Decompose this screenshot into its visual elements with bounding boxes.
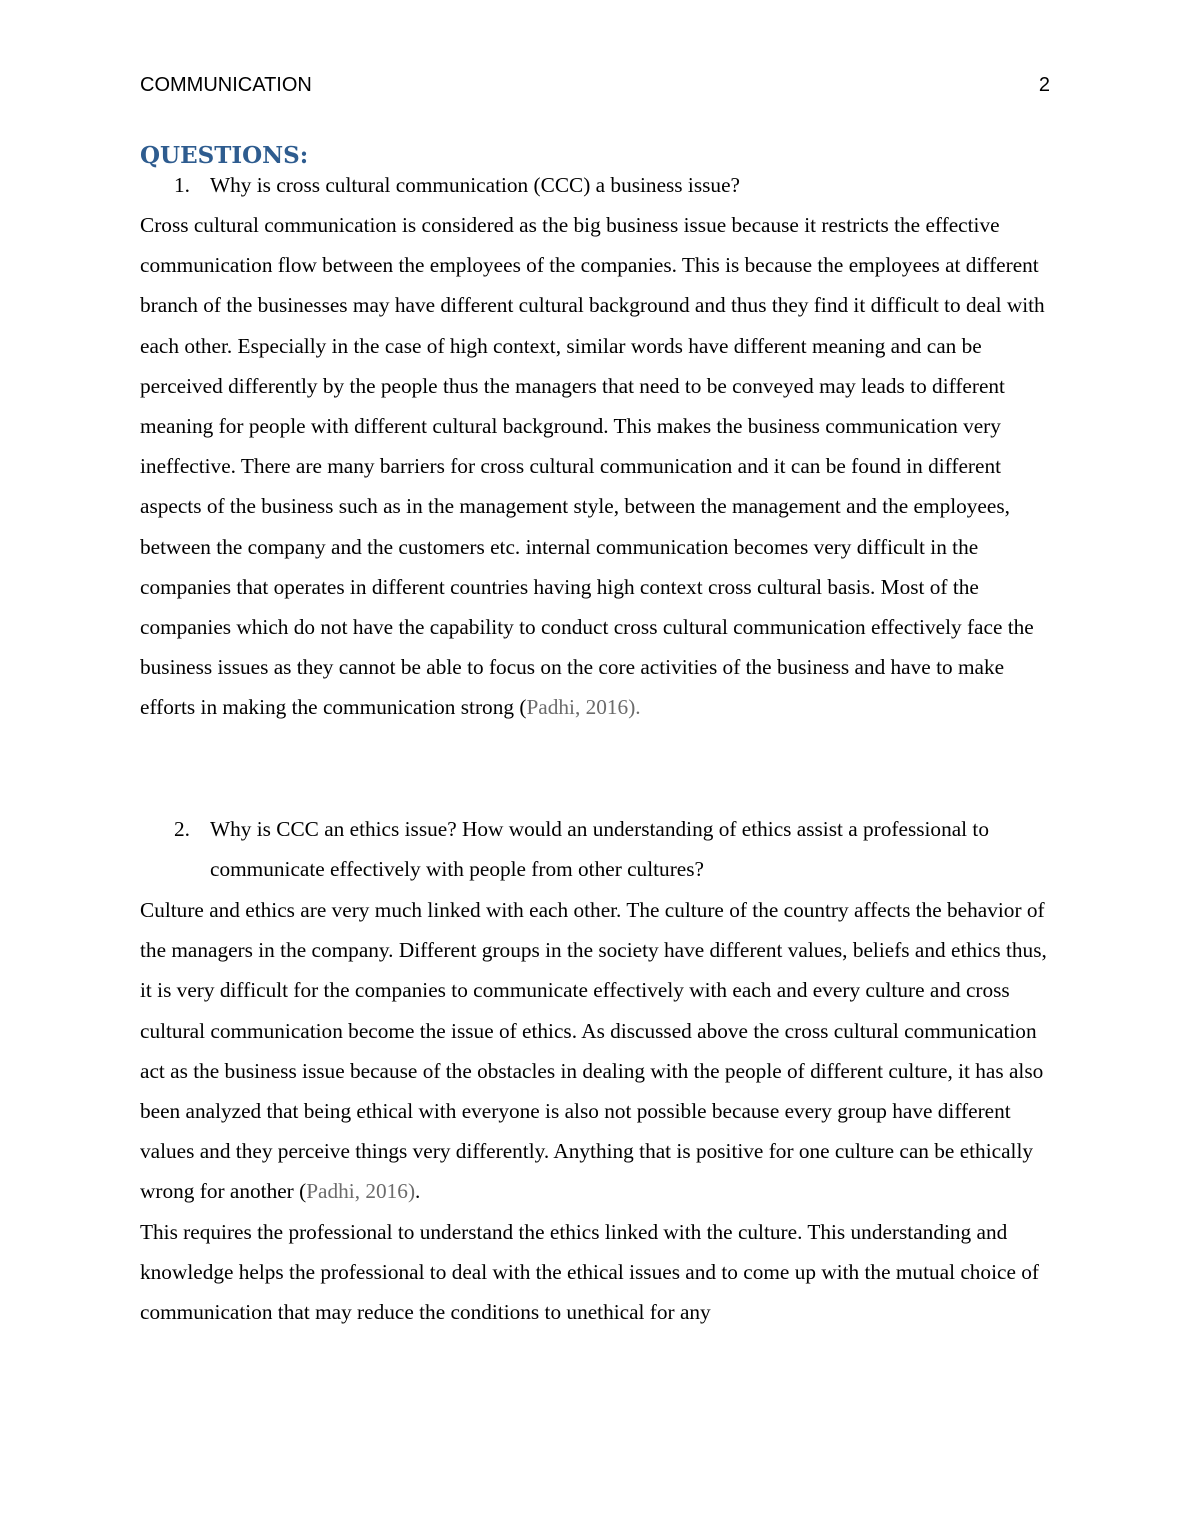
section-heading: QUESTIONS: [140,142,309,169]
question-2-text: Why is CCC an ethics issue? How would an understanding of ethics assist a professional to communicate effectively with people from other cultures? [210,817,989,882]
answer-2-para-1-citation: Padhi, 2016) [306,1179,416,1204]
answer-1-citation: Padhi, 2016). [526,695,641,720]
question-2-number: 2. [174,817,190,841]
answer-2-paragraph-2: This requires the professional to understand the ethics linked with the culture. This understanding and knowledge helps the professional to deal with the ethical issues and to come up with the mutual choice of communication that may reduce the conditions to unethical for any [140,1219,1039,1325]
answer-1-paragraph [140,205,1050,728]
question-1-number: 1. [174,173,190,197]
answer-1-text: Cross cultural communication is considered as the big business issue because it restricts the effective communication flow between the employees of the companies. This is because the employees at different branch of the businesses may have different cultural background and thus they find it difficult to deal with each other. Especially in the case of high context, similar words have different meaning and can be perceived differently by the people thus the managers that need to be conveyed may leads to different meaning for people with different cultural background. This makes the business communication very ineffective. There are many barriers for cross cultural communication and it can be found in different aspects of the business such as in the management style, between the management and the employees, between the company and the customers etc. internal communication becomes very difficult in the companies that operates in different countries having high context cross cultural basis. Most of the companies which do not have the capability to conduct cross cultural communication effectively face the business issues as they cannot be able to focus on the core activities of the business and have to make efforts in making the communication strong ( [140,213,1045,720]
question-1 [140,165,1050,205]
answer-1 [140,205,1050,728]
question-1-text: Why is cross cultural communication (CCC) a business issue? [210,173,740,197]
answer-2-para-1-text: Culture and ethics are very much linked with each other. The culture of the country affects the behavior of the managers in the company. Different groups in the society have different values, beliefs and ethics thus, it is very difficult for the companies to communicate effectively with each and every culture and cross cultural communication become the issue of ethics. As discussed above the cross cultural communication act as the business issue because of the obstacles in dealing with the people of different culture, it has also been analyzed that being ethical with everyone is also not possible because every group have different values and they perceive things very differently. Anything that is positive for one culture can be ethically wrong for another ( [140,898,1047,1204]
running-title: COMMUNICATION [140,74,312,96]
question-2 [140,809,1050,889]
answer-2 [140,890,1050,1332]
answer-2-paragraph-1 [140,890,1050,1212]
page-header [140,73,1050,97]
answer-2-para-1-end: . [415,1179,421,1204]
page-number: 2 [1038,74,1050,96]
